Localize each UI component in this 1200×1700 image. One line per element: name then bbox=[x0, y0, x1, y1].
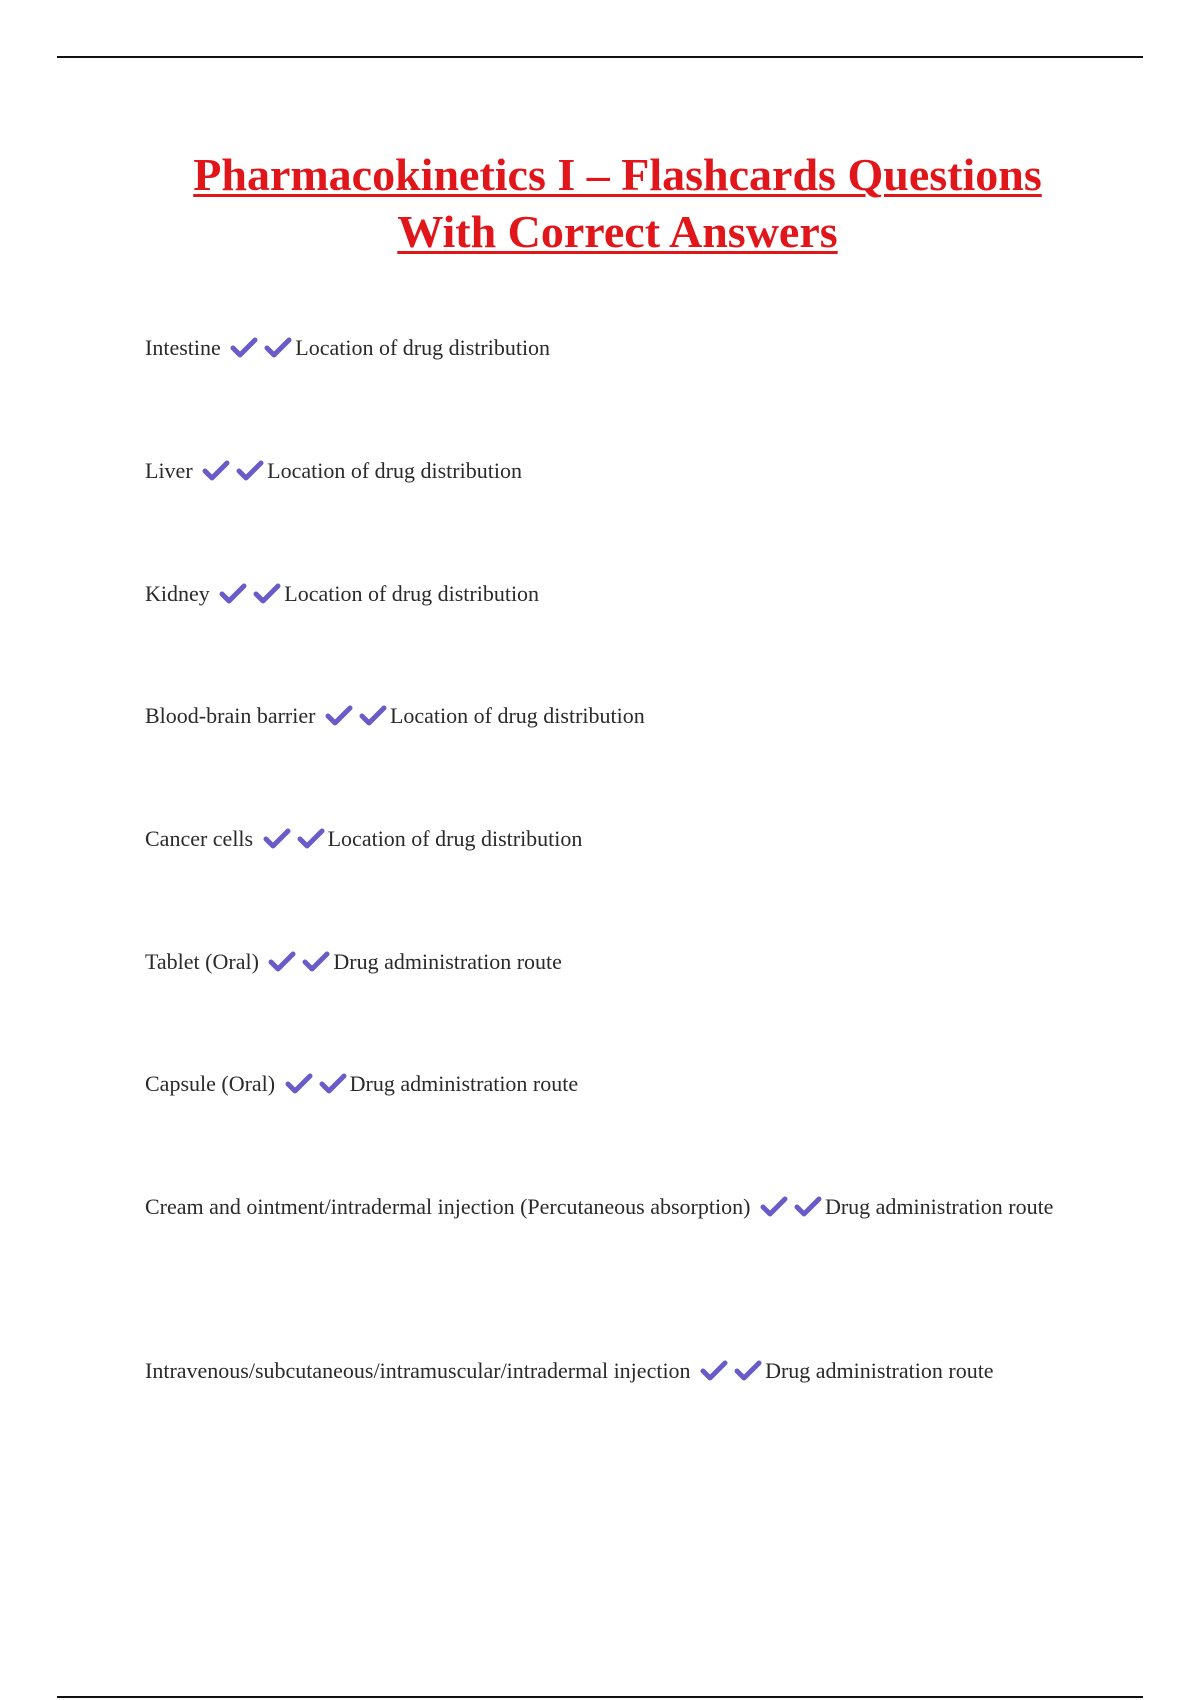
checkmark-icon bbox=[236, 460, 264, 482]
flashcard bbox=[145, 448, 1085, 493]
checkmark-icon bbox=[302, 951, 330, 973]
flashcard-answer: Location of drug distribution bbox=[284, 581, 540, 606]
checkmark-icon bbox=[202, 460, 230, 482]
flashcard bbox=[145, 1348, 1085, 1393]
flashcard-term: Tablet (Oral) bbox=[145, 949, 259, 974]
title-line-2: With Correct Answers bbox=[397, 206, 838, 257]
title-line-1: Pharmacokinetics I – Flashcards Questions bbox=[193, 149, 1042, 200]
flashcard bbox=[145, 939, 1085, 984]
flashcard-term: Intravenous/subcutaneous/intramuscular/intradermal injection bbox=[145, 1358, 691, 1383]
checkmark-icon bbox=[268, 951, 296, 973]
flashcard bbox=[145, 325, 1085, 370]
bottom-rule bbox=[57, 1696, 1143, 1698]
flashcard-term: Capsule (Oral) bbox=[145, 1071, 276, 1096]
flashcard-answer: Drug administration route bbox=[824, 1194, 1054, 1219]
page-title bbox=[0, 146, 1200, 260]
checkmark-icon bbox=[319, 1073, 347, 1095]
checkmark-icon bbox=[734, 1360, 762, 1382]
flashcard-answer: Drug administration route bbox=[349, 1071, 579, 1096]
flashcard-term: Liver bbox=[145, 458, 193, 483]
flashcard-term: Intestine bbox=[145, 335, 221, 360]
flashcard-answer: Location of drug distribution bbox=[327, 826, 583, 851]
checkmark-icon bbox=[760, 1196, 788, 1218]
flashcard-answer: Drug administration route bbox=[765, 1358, 994, 1383]
flashcard-answer: Drug administration route bbox=[333, 949, 562, 974]
flashcard-term: Kidney bbox=[145, 581, 210, 606]
flashcard-answer: Location of drug distribution bbox=[389, 703, 645, 728]
checkmark-icon bbox=[297, 828, 325, 850]
flashcard-term: Blood-brain barrier bbox=[145, 703, 316, 728]
flashcard-answer: Location of drug distribution bbox=[267, 458, 522, 483]
flashcard bbox=[145, 1061, 1085, 1106]
checkmark-icon bbox=[219, 583, 247, 605]
checkmark-icon bbox=[253, 583, 281, 605]
flashcard-answer: Location of drug distribution bbox=[295, 335, 551, 360]
checkmark-icon bbox=[263, 828, 291, 850]
flashcard bbox=[145, 816, 1085, 861]
flashcard-term: Cream and ointment/intradermal injection (Percutaneous absorption) bbox=[145, 1194, 751, 1219]
checkmark-icon bbox=[359, 705, 387, 727]
checkmark-icon bbox=[794, 1196, 822, 1218]
checkmark-icon bbox=[700, 1360, 728, 1382]
flashcard bbox=[145, 571, 1085, 616]
checkmark-icon bbox=[285, 1073, 313, 1095]
checkmark-icon bbox=[325, 705, 353, 727]
flashcard-term: Cancer cells bbox=[145, 826, 254, 851]
flashcard bbox=[145, 1184, 1085, 1229]
top-rule bbox=[57, 56, 1143, 58]
flashcard bbox=[145, 693, 1085, 738]
checkmark-icon bbox=[264, 337, 292, 359]
checkmark-icon bbox=[230, 337, 258, 359]
